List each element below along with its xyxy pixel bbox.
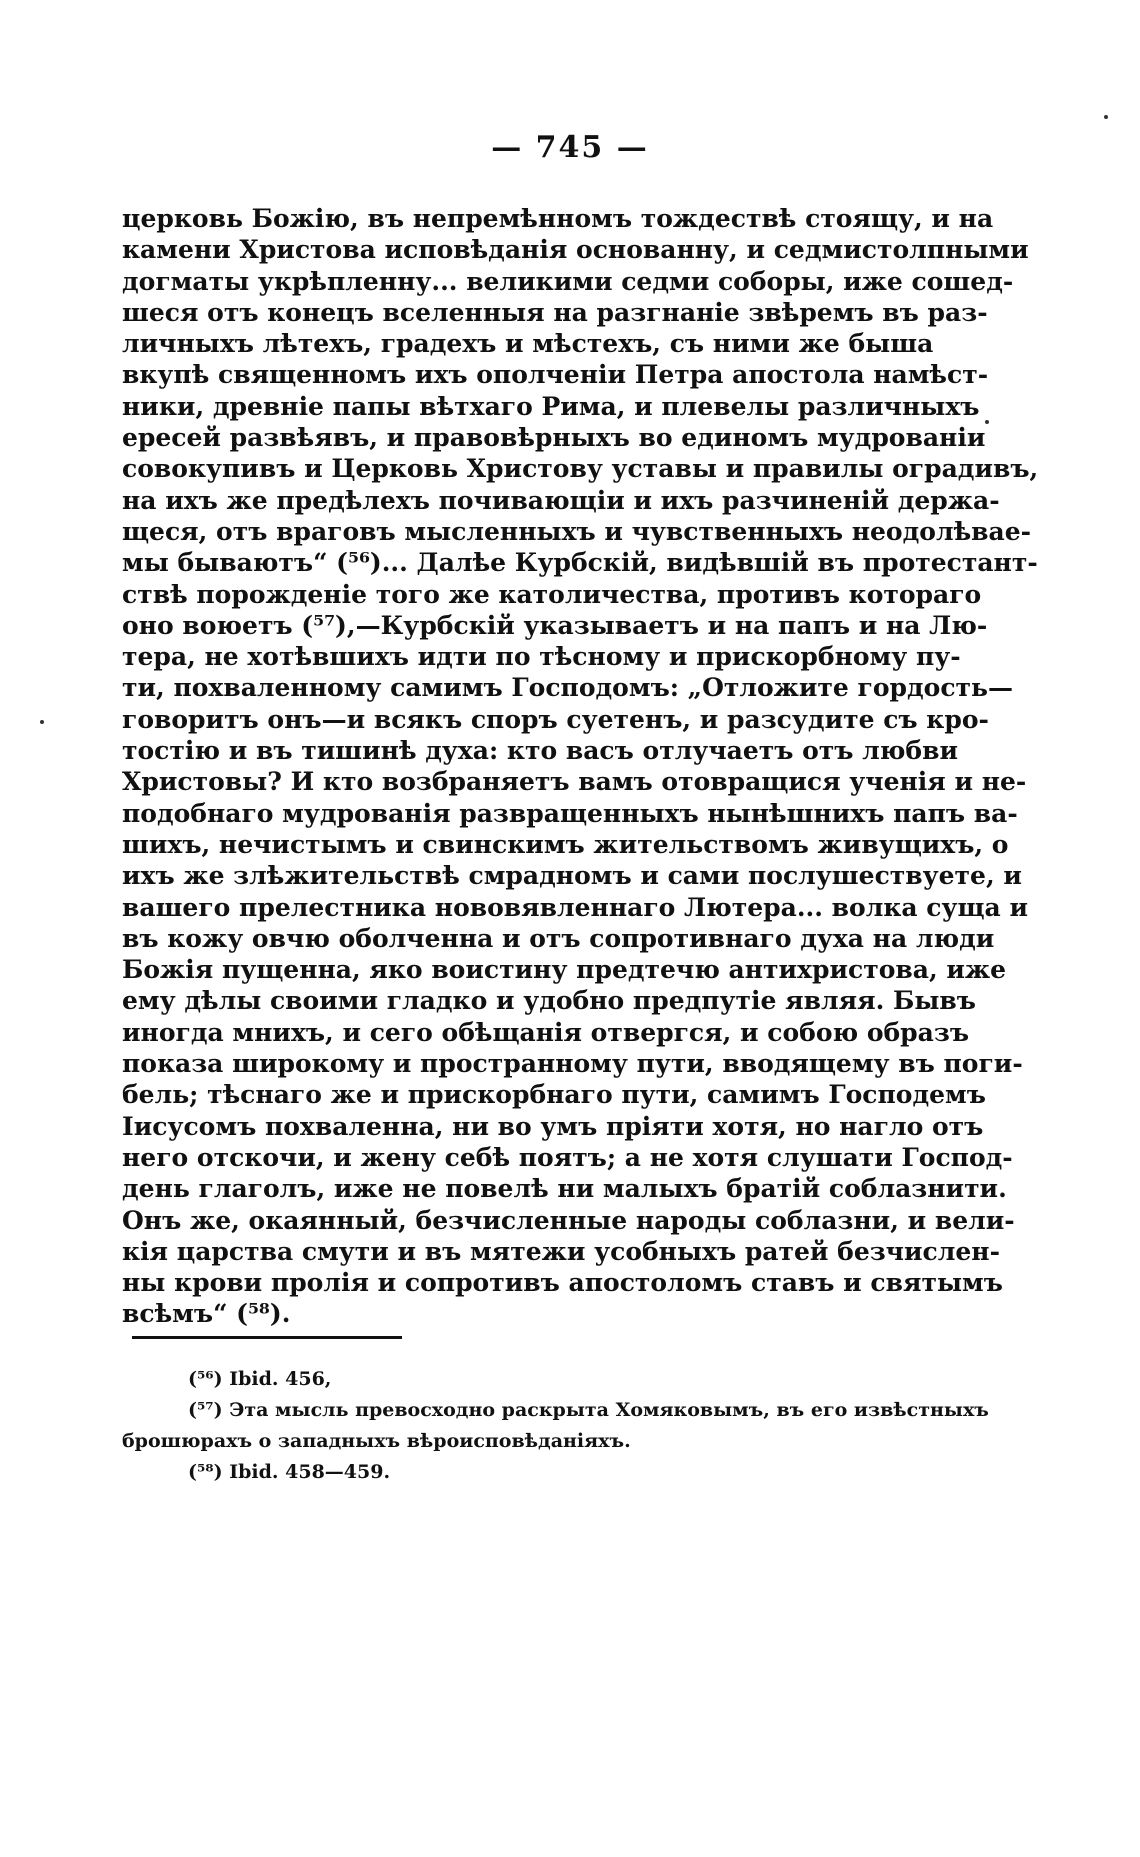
text-line: Онъ же, окаянный, безчисленные народы соблазни, и вели- [122,1205,1015,1235]
text-line: ему дѣлы своими гладко и удобно предпутіе являя. Бывъ [122,986,976,1016]
text-line: вашего прелестника нововявленнаго Лютера... волка суща и [122,892,1029,922]
text-line: личныхъ лѣтехъ, градехъ и мѣстехъ, съ ними же быша [122,329,934,359]
text-line: тера, не хотѣвшихъ идти по тѣсному и прискорбному пу- [122,642,961,672]
text-line: Божія пущенна, яко воистину предтечю антихристова, иже [122,955,1007,985]
text-line: иногда мнихъ, и сего обѣщанія отвергся, и собою образъ [122,1017,969,1047]
text-line: въ кожу овчю оболченна и отъ сопротивнаго духа на люди [122,923,995,953]
text-line: Іисусомъ похваленна, ни во умъ пріяти хотя, но нагло отъ [122,1111,984,1141]
page-number: — 745 — [491,130,649,165]
text-line: ны крови пролія и сопротивъ апостоломъ ставъ и святымъ [122,1268,1003,1298]
text-line: бель; тѣснаго же и прискорбнаго пути, самимъ Господемъ [122,1080,986,1110]
text-line: показа широкому и пространному пути, вводящему въ поги- [122,1049,1023,1079]
footnotes-block [122,1364,989,1488]
text-line: него отскочи, и жену себѣ поятъ; а не хотя слушати Господ- [122,1142,1013,1172]
text-line: на ихъ же предѣлехъ почивающіи и ихъ разчиненій держа- [122,485,1000,515]
footnote-57-continuation: брошюрахъ о западныхъ вѣроисповѣданіяхъ. [122,1430,631,1452]
text-line: вкупѣ священномъ ихъ ополченіи Петра апостола намѣст- [122,360,989,390]
text-line: день глаголъ, иже не повелѣ ни малыхъ братій соблазнити. [122,1174,1007,1204]
text-line: ствѣ порожденіе того же католичества, противъ котораго [122,579,982,609]
scan-speck [1104,115,1108,119]
text-line: мы бываютъ“ (⁵⁶)... Далѣе Курбскій, видѣвшій въ протестант- [122,548,1038,578]
text-line: шихъ, нечистымъ и свинскимъ жительствомъ живущихъ, о [122,829,1009,859]
text-line: кія царства смути и въ мятежи усобныхъ ратей безчислен- [122,1236,1000,1266]
scan-speck [40,720,44,724]
text-line: тостію и въ тишинѣ духа: кто васъ отлучаетъ отъ любви [122,736,958,766]
scan-speck [985,420,989,424]
text-line: шеся отъ конецъ вселенныя на разгнаніе звѣремъ въ раз- [122,297,988,327]
main-text-block [122,203,1039,1330]
text-line: подобнаго мудрованія развращенныхъ нынѣшнихъ папъ ва- [122,798,1018,828]
text-line: догматы укрѣпленну... великими седми соборы, иже сошед- [122,266,1014,296]
text-line: оно воюетъ (⁵⁷),—Курбскій указываетъ и на папъ и на Лю- [122,610,988,640]
text-line: церковь Божію, въ непремѣнномъ тождествѣ стоящу, и на [122,204,994,233]
text-line: ти, похваленному самимъ Господомъ: „Отложите гордость— [122,673,1014,703]
text-line: совокупивъ и Церковь Христову уставы и правилы оградивъ, [122,454,1039,484]
text-line: камени Христова исповѣданія основанну, и седмистолпными [122,235,1029,265]
text-line: Христовы? И кто возбраняетъ вамъ отовращися ученія и не- [122,767,1027,797]
text-line: ихъ же злѣжительствѣ смрадномъ и сами послушествуете, и [122,861,1022,891]
footnote-56: (⁵⁶) Ibid. 456, [188,1368,332,1390]
footnote-separator [132,1336,402,1339]
text-line: всѣмъ“ (⁵⁸). [122,1299,291,1329]
text-line: ересей развѣявъ, и правовѣрныхъ во единомъ мудрованіи [122,423,986,453]
footnote-58: (⁵⁸) Ibid. 458—459. [188,1461,391,1483]
text-line: говоритъ онъ—и всякъ споръ суетенъ, и разсудите съ кро- [122,704,989,734]
text-line: ники, древніе папы вѣтхаго Рима, и плевелы различныхъ [122,391,980,421]
footnote-57: (⁵⁷) Эта мысль превосходно раскрыта Хомяковымъ, въ его извѣстныхъ [188,1399,989,1421]
text-line: щеся, отъ враговъ мысленныхъ и чувственныхъ неодолѣвае- [122,516,1031,546]
